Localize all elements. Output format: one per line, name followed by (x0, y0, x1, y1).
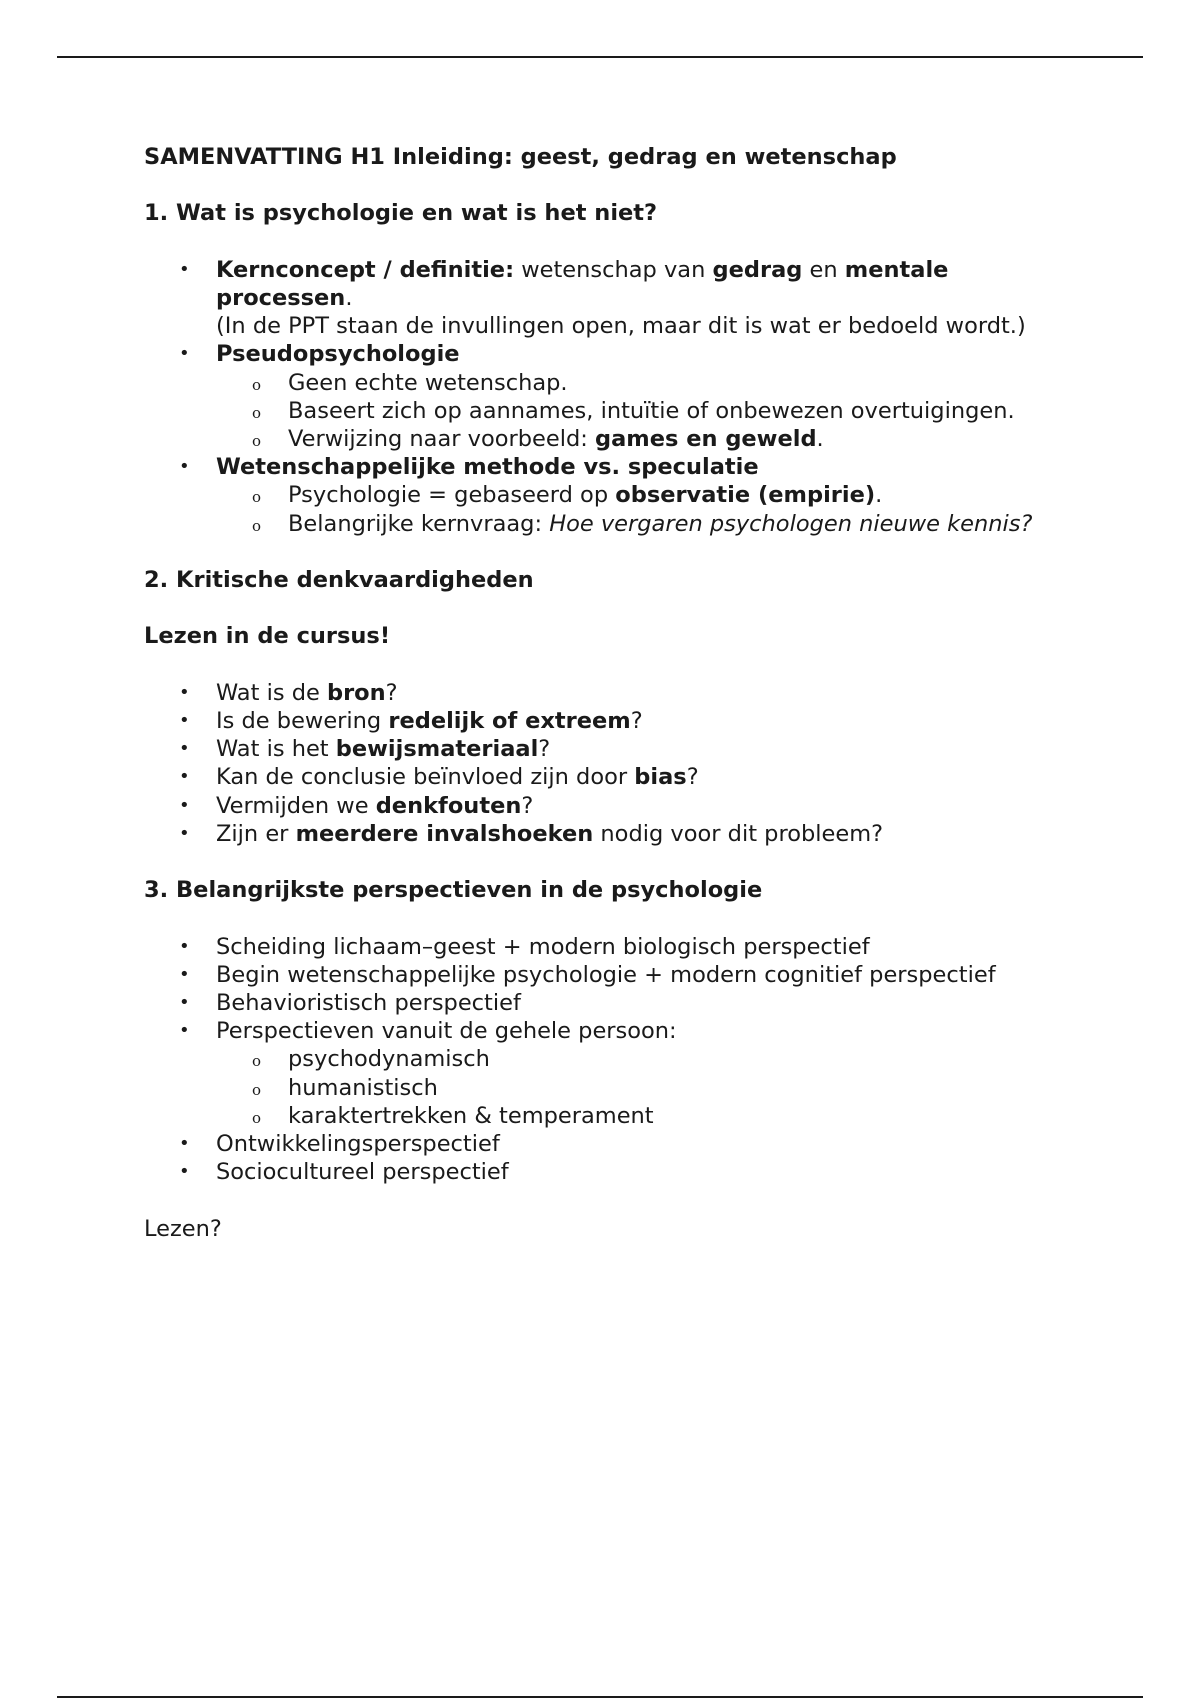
sub-list-item (216, 481, 1084, 509)
item-text: Kan de conclusie beïnvloed zijn door (216, 764, 635, 791)
sub-list-item (216, 1045, 1084, 1073)
document-body (144, 143, 1084, 1243)
item-text: ? (630, 707, 643, 734)
method-item-1-end: . (875, 482, 883, 509)
sub-bullet-icon: o (252, 1052, 262, 1071)
list-item-pseudopsychologie (144, 340, 1084, 453)
list-item-kernconcept (144, 256, 1084, 341)
pseudo-example-text: Verwijzing naar voorbeeld: (288, 426, 595, 452)
footer-rule (57, 1696, 1143, 1698)
pseudo-item-2: Baseert zich op aannames, intuïtie of onbewezen overtuigingen. (288, 397, 1015, 424)
bullet-icon: • (179, 963, 190, 985)
item-text: Perspectieven vanuit de gehele persoon: (216, 1018, 677, 1045)
bullet-icon: • (179, 822, 190, 844)
item-bold: bias (634, 764, 687, 791)
section-3-heading: 3. Belangrijkste perspectieven in de psychologie (144, 877, 763, 904)
sub-list-item (216, 425, 1084, 453)
kern-bold-1: gedrag (712, 256, 803, 283)
kern-text-1: wetenschap van (514, 256, 713, 283)
sub-bullet-icon: o (252, 1080, 262, 1099)
bullet-icon: • (179, 794, 190, 816)
kern-note: (In de PPT staan de invullingen open, maar dit is wat er bedoeld wordt.) (216, 313, 1026, 340)
section-1-list (144, 256, 1084, 538)
kern-bold-2: mentale processen (216, 256, 949, 311)
method-label: Wetenschappelijke methode vs. speculatie (216, 454, 759, 481)
list-item-methode (144, 453, 1084, 538)
pseudo-item-1: Geen echte wetenschap. (288, 369, 568, 396)
bullet-icon: • (179, 1133, 190, 1154)
pseudo-example-end: . (816, 426, 824, 452)
item-text: Scheiding lichaam–geest + modern biologisch perspectief (216, 933, 870, 960)
item-text: ? (538, 736, 551, 763)
kern-label: Kernconcept / definitie: (216, 256, 515, 283)
section-2-heading: 2. Kritische denkvaardigheden (144, 567, 534, 593)
item-text: Ontwikkelingsperspectief (216, 1131, 500, 1157)
list-item (144, 679, 1084, 707)
bullet-icon: • (179, 258, 190, 280)
list-item (144, 933, 1084, 961)
bullet-icon: • (179, 935, 190, 957)
section-2-subheading: Lezen in de cursus! (144, 623, 391, 650)
bullet-icon: • (179, 343, 190, 365)
item-bold: bewijsmateriaal (335, 736, 539, 763)
perspectives-sublist (216, 1045, 1084, 1130)
sub-list-item (216, 510, 1084, 538)
list-item (144, 1017, 1084, 1130)
sub-bullet-icon: o (252, 1108, 262, 1127)
method-item-1-text: Psychologie = gebaseerd op (288, 482, 616, 509)
list-item (144, 961, 1084, 989)
pseudo-sublist (216, 369, 1084, 454)
bullet-icon: • (179, 991, 190, 1013)
bullet-icon: • (179, 681, 190, 703)
item-text: Begin wetenschappelijke psychologie + modern cognitief perspectief (216, 961, 996, 988)
method-item-2-text: Belangrijke kernvraag: (288, 510, 550, 537)
list-item (144, 1130, 1084, 1158)
item-text: Is de bewering (216, 707, 389, 734)
item-bold: redelijk of extreem (388, 707, 631, 734)
sub-item-text: psychodynamisch (288, 1046, 490, 1073)
bullet-icon: • (179, 1020, 190, 1042)
sub-bullet-icon: o (252, 432, 262, 450)
sub-item-text: humanistisch (288, 1074, 438, 1101)
item-text: ? (686, 764, 699, 791)
list-item (144, 1158, 1084, 1186)
item-bold: denkfouten (375, 792, 522, 819)
bullet-icon: • (179, 709, 190, 731)
method-sublist (216, 481, 1084, 537)
section-1-heading: 1. Wat is psychologie en wat is het niet? (144, 200, 658, 227)
item-bold: bron (326, 679, 386, 706)
sub-bullet-icon: o (252, 488, 262, 507)
list-item (144, 792, 1084, 820)
closing-text: Lezen? (144, 1215, 222, 1242)
sub-list-item (216, 1074, 1084, 1102)
sub-bullet-icon: o (252, 403, 262, 422)
item-text: Wat is de (216, 679, 327, 706)
item-text: ? (385, 679, 398, 706)
pseudo-example-bold: games en geweld (594, 426, 817, 452)
sub-list-item (216, 369, 1084, 397)
item-text: ? (521, 792, 534, 819)
sub-list-item (216, 397, 1084, 425)
pseudo-label: Pseudopsychologie (216, 341, 460, 368)
bullet-icon: • (179, 1161, 190, 1183)
sub-bullet-icon: o (252, 375, 262, 394)
method-item-1-bold: observatie (empirie) (615, 482, 876, 509)
item-text: Vermijden we (216, 792, 376, 819)
kern-text-2: en (802, 256, 845, 283)
sub-list-item (216, 1102, 1084, 1130)
list-item (144, 820, 1084, 848)
bullet-icon: • (179, 456, 190, 478)
item-text: Sociocultureel perspectief (216, 1159, 509, 1186)
method-item-2-italic: Hoe vergaren psychologen nieuwe kennis? (549, 510, 1033, 537)
list-item (144, 989, 1084, 1017)
section-2-list (144, 679, 1084, 848)
item-text: nodig voor dit probleem? (593, 820, 884, 847)
item-text: Wat is het (216, 736, 336, 763)
kern-text-3: . (345, 284, 353, 311)
item-text: Behavioristisch perspectief (216, 989, 521, 1016)
header-rule (57, 56, 1143, 58)
section-3-list (144, 933, 1084, 1187)
bullet-icon: • (179, 738, 190, 760)
item-bold: meerdere invalshoeken (295, 820, 594, 847)
list-item (144, 707, 1084, 735)
sub-item-text: karaktertrekken & temperament (288, 1102, 654, 1129)
list-item (144, 735, 1084, 763)
item-text: Zijn er (216, 820, 296, 847)
sub-bullet-icon: o (252, 516, 262, 535)
bullet-icon: • (179, 766, 190, 788)
document-title: SAMENVATTING H1 Inleiding: geest, gedrag en wetenschap (144, 144, 897, 170)
list-item (144, 763, 1084, 791)
